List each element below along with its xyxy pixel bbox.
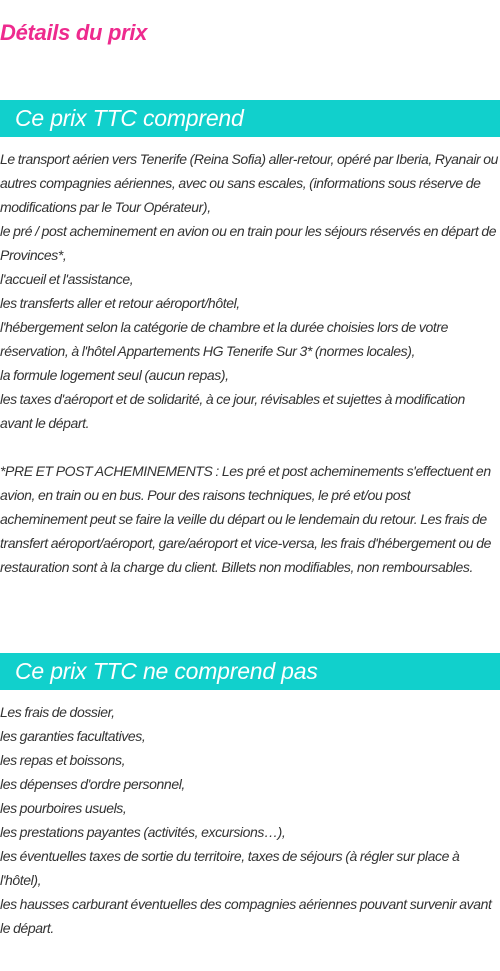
excludes-item: les repas et boissons, xyxy=(0,752,126,768)
excludes-item: les hausses carburant éventuelles des compagnies aériennes pouvant survenir avant le départ. xyxy=(0,896,492,936)
excludes-item: les dépenses d'ordre personnel, xyxy=(0,776,185,792)
includes-item: l'hébergement selon la catégorie de chambre et la durée choisies lors de votre réservation, à l'hôtel Appartements HG Tenerife Sur 3* (normes locales), xyxy=(0,319,448,359)
includes-list xyxy=(0,147,500,435)
includes-footnote: *PRE ET POST ACHEMINEMENTS : Les pré et post acheminements s'effectuent en avion, en train ou en bus. Pour des raisons techniques, le pré et/ou post acheminement peut se faire la veille du départ ou le lendemain du retour. Les frais de transfert aéroport/aéroport, gare/aéroport et vice-versa, les frais d'hébergement ou de restauration sont à la charge du client. Billets non modifiables, non remboursables. xyxy=(0,463,491,575)
includes-item: les transferts aller et retour aéroport/hôtel, xyxy=(0,295,240,311)
excludes-heading: Ce prix TTC ne comprend pas xyxy=(15,658,318,684)
excludes-heading-band xyxy=(0,653,500,690)
excludes-item: les prestations payantes (activités, excursions…), xyxy=(0,824,286,840)
includes-heading: Ce prix TTC comprend xyxy=(15,105,244,131)
includes-item: les taxes d'aéroport et de solidarité, à ce jour, révisables et sujettes à modification avant le départ. xyxy=(0,391,465,431)
excludes-item: les éventuelles taxes de sortie du territoire, taxes de séjours (à régler sur place à l'hôtel), xyxy=(0,848,460,888)
includes-item: Le transport aérien vers Tenerife (Reina Sofia) aller-retour, opéré par Iberia, Ryanair ou autres compagnies aériennes, avec ou sans escales, (informations sous réserve de modifications par le Tour Opérateur), xyxy=(0,151,499,215)
page-title: Détails du prix xyxy=(0,20,148,45)
includes-item: le pré / post acheminement en avion ou en train pour les séjours réservés en départ de Provinces*, xyxy=(0,223,497,263)
excludes-item: Les frais de dossier, xyxy=(0,704,115,720)
excludes-item: les garanties facultatives, xyxy=(0,728,146,744)
includes-item: l'accueil et l'assistance, xyxy=(0,271,134,287)
excludes-list xyxy=(0,700,500,940)
includes-item: la formule logement seul (aucun repas), xyxy=(0,367,229,383)
includes-heading-band xyxy=(0,100,500,137)
excludes-item: les pourboires usuels, xyxy=(0,800,127,816)
includes-footnote-block xyxy=(0,459,500,579)
